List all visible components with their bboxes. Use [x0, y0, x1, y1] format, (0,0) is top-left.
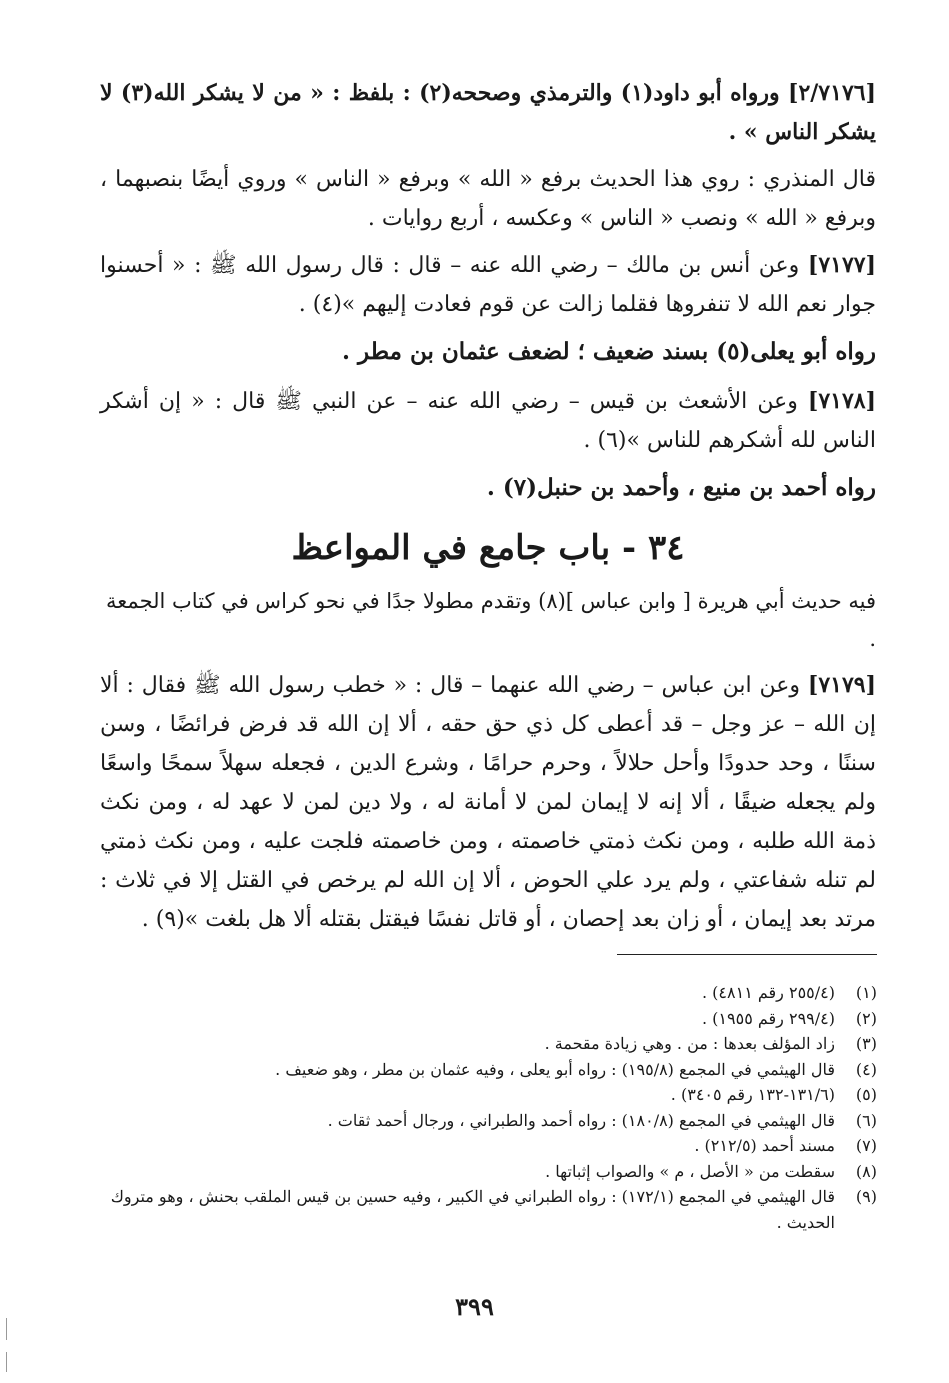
footnote-text: قال الهيثمي في المجمع (١٧٢/١) : رواه الطبراني في الكبير ، وفيه حسين بن قيس الملقب بحنش ، وهو متروك الحديث . — [110, 1187, 835, 1232]
chapter-title: ٣٤ - باب جامع في المواعظ — [291, 528, 685, 568]
footnote — [107, 980, 877, 1006]
footnote — [107, 1082, 877, 1108]
footnote-text: قال الهيثمي في المجمع (١٩٥/٨) : رواه أبو يعلى ، وفيه عثمان بن مطر ، وهو ضعيف . — [275, 1059, 835, 1079]
hadith-text: وعن أنس بن مالك – رضي الله عنه – قال : قال رسول الله ﷺ : « أحسنوا جوار نعم الله لا تنفروها فقلما زالت عن قوم فعادت إليهم »(٤) . — [100, 253, 876, 317]
footnote — [107, 1006, 877, 1032]
footnote — [107, 1057, 877, 1083]
comment-text: قال المنذري : روي هذا الحديث برفع « الله » وبرفع « الناس » وروي أيضًا بنصبهما ، وبرفع « الله » ونصب « الناس » وعكسه ، أربع روايات . — [100, 167, 876, 231]
hadith-7177 — [100, 246, 876, 324]
source-note-2: رواه أحمد بن منيع ، وأحمد بن حنبل(٧) . — [486, 474, 876, 501]
footnotes — [107, 980, 877, 1235]
footnote-text: سقطت من « الأصل ، م » والصواب إثباتها . — [545, 1161, 835, 1181]
footnote-number: (٩) — [855, 1187, 877, 1206]
page-body — [100, 74, 876, 947]
hadith-number: [٧١٧٨] — [807, 388, 876, 414]
chapter-intro: فيه حديث أبي هريرة [ وابن عباس ](٨) وتقدم مطولا جدًا في نحو كراس في كتاب الجمعة . — [106, 589, 876, 651]
footnote — [107, 1184, 877, 1235]
footnote-number: (١) — [855, 983, 877, 1002]
footnote-number: (٤) — [855, 1059, 877, 1079]
source-note-1: رواه أبو يعلى(٥) بسند ضعيف ؛ لضعف عثمان بن مطر . — [342, 338, 876, 365]
hadith-text: ورواه أبو داود(١) والترمذي وصححه(٢) : بلفظ : « من لا يشكر الله(٣) لا يشكر الناس » . — [100, 80, 876, 145]
footnote-separator — [617, 954, 877, 955]
footnote-number: (٨) — [855, 1161, 877, 1181]
footnote — [107, 1031, 877, 1057]
footnote-text: زاد المؤلف بعدها : من . وهي زيادة مقحمة . — [544, 1034, 835, 1053]
scan-margin-mark — [6, 1352, 7, 1372]
footnote-text: قال الهيثمي في المجمع (١٨٠/٨) : رواه أحمد والطبراني ، ورجال أحمد ثقات . — [327, 1110, 835, 1130]
hadith-text: وعن ابن عباس – رضي الله عنهما – قال : « خطب رسول الله ﷺ فقال : ألا إن الله – عز وجل – قد أعطى كل ذي حق حقه ، ألا إن الله قد فرض فرائضًا ، وسن سننًا ، وحد حدودًا وأحل حلالاً ، وحرم حرامًا ، وشرع الدين ، فجعله سهلاً سمحًا واسعًا ولم يجعله ضيقًا ، ألا إنه لا إيمان لمن لا أمانة له ، ولا دين لمن لا عهد له ، ومن نكث ذمة الله طلبه ، ومن نكث ذمتي خاصمته ، ومن خاصمته فلجت عليه ، ومن نكث ذمتي لم تنله شفاعتي ، ولم يرد علي الحوض ، ألا إن الله لم يرخص في القتل إلا في ثلاث : مرتد بعد إيمان ، أو زان بعد إحصان ، أو قاتل نفسًا فيقتل بقتله ألا هل بلغت »(٩) . — [100, 673, 876, 932]
footnote — [107, 1108, 877, 1134]
footnote-number: (٣) — [855, 1034, 877, 1053]
hadith-text: وعن الأشعث بن قيس – رضي الله عنه – عن النبي ﷺ قال : « إن أشكر الناس لله أشكرهم للناس »(٦) . — [100, 389, 876, 453]
footnote-text: مسند أحمد (٢١٢/٥) . — [694, 1136, 835, 1155]
footnote — [107, 1159, 877, 1185]
scan-margin-mark — [6, 1318, 7, 1340]
mundhiri-comment — [100, 160, 876, 238]
hadith-number: [٢/٧١٧٦] — [788, 80, 876, 106]
hadith-7178 — [100, 382, 876, 460]
hadith-number: [٧١٧٩] — [807, 672, 876, 698]
page-number: ٣٩٩ — [455, 1292, 494, 1321]
hadith-7179 — [100, 666, 876, 939]
footnote-text: (١٣١/٦-١٣٢ رقم ٣٤٠٥) . — [670, 1085, 835, 1104]
footnote-number: (٥) — [855, 1085, 877, 1104]
footnote-number: (٢) — [855, 1008, 877, 1028]
footnote — [107, 1133, 877, 1159]
footnote-number: (٧) — [855, 1136, 877, 1155]
footnote-text: (٢٥٥/٤ رقم ٤٨١١) . — [701, 983, 835, 1002]
hadith-7176-2 — [100, 74, 876, 152]
hadith-number: [٧١٧٧] — [807, 252, 876, 278]
footnote-text: (٢٩٩/٤ رقم ١٩٥٥) . — [701, 1008, 835, 1028]
footnote-number: (٦) — [855, 1110, 877, 1130]
